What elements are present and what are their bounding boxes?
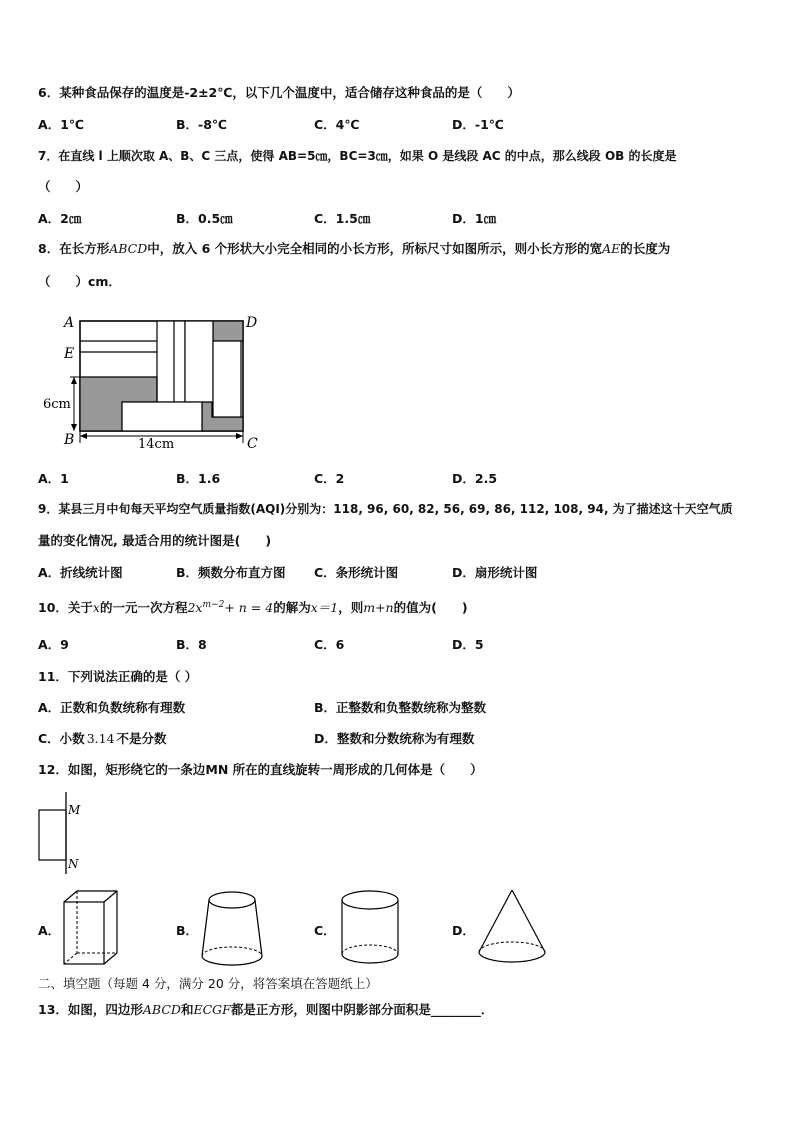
q13-suffix: 都是正方形，则图中阴影部分面积是 xyxy=(230,1002,431,1017)
q8-label-b: B xyxy=(64,432,75,448)
q6-option-a: A．1℃ xyxy=(38,117,85,132)
q10-prefix: 10．关于 xyxy=(38,600,93,615)
q10-exponent: m−2 xyxy=(202,599,225,610)
q8-rectangle-figure xyxy=(40,308,270,456)
q10-solution: x＝1 xyxy=(310,600,339,615)
q11-option-c-label: C．小数 xyxy=(38,731,85,746)
q6-option-c: C．4℃ xyxy=(314,117,360,132)
q13-name1: ABCD xyxy=(142,1002,181,1017)
q13-name2: ECGF xyxy=(193,1002,231,1017)
q10-equation: 2x xyxy=(187,600,203,615)
q11-option-b: B．正整数和负整数统称为整数 xyxy=(314,700,487,715)
q8-ae-name: AE xyxy=(602,241,621,256)
q12-rectangle-figure xyxy=(30,792,90,874)
q8-label-a: A xyxy=(64,315,75,331)
q6-option-b: B．-8℃ xyxy=(176,117,228,132)
q7-text-line1: 7．在直线 l 上顺次取 A、B、C 三点，使得 AB=5㎝，BC=3㎝，如果 O 是线段 AC 的中点，那么线段 OB 的长度是 xyxy=(38,149,677,163)
q8-label-width: 14cm xyxy=(138,437,175,452)
section-2-heading: 二、填空题（每题 4 分，满分 20 分，将答案填在答题纸上） xyxy=(38,976,378,991)
q11-option-d: D．整数和分数统称为有理数 xyxy=(314,731,475,746)
q8-suffix: 的长度为 xyxy=(620,241,671,256)
q8-label-c: C xyxy=(247,436,258,452)
q7-option-c: C．1.5㎝ xyxy=(314,211,371,226)
q12-text: 12．如图，矩形绕它的一条边MN 所在的直线旋转一周形成的几何体是（ ） xyxy=(38,762,483,777)
frustum-icon xyxy=(196,888,268,970)
q7-text-line2: （ ） xyxy=(38,179,89,194)
q10-var-x: x xyxy=(92,600,100,615)
q8-option-b: B．1.6 xyxy=(176,471,221,486)
q8-option-c: C．2 xyxy=(314,471,345,486)
q10-expr: m+n xyxy=(363,600,394,615)
q11-option-c-number: 3.14 xyxy=(86,731,115,746)
q8-prefix: 8．在长方形 xyxy=(38,241,110,256)
q12-option-c: C． xyxy=(314,923,336,938)
q10-after: 的解为 xyxy=(273,600,311,615)
q10-option-c: C．6 xyxy=(314,637,345,652)
q8-text-line1 xyxy=(38,239,670,257)
q6-option-d: D．-1℃ xyxy=(452,117,504,132)
q11-option-c-rest: 不是分数 xyxy=(116,731,167,746)
cone-icon xyxy=(474,886,550,970)
q12-option-d: D． xyxy=(452,923,475,938)
q13-text xyxy=(38,1000,493,1018)
q7-option-b: B．0.5㎝ xyxy=(176,211,233,226)
q8-label-e: E xyxy=(64,346,75,362)
prism-icon xyxy=(60,888,122,970)
q9-option-b: B．频数分布直方图 xyxy=(176,565,286,580)
q8-option-a: A．1 xyxy=(38,471,69,486)
q13-mid: 和 xyxy=(180,1002,194,1017)
q8-label-height: 6cm xyxy=(43,397,71,412)
q11-option-c xyxy=(38,729,167,747)
q10-option-a: A．9 xyxy=(38,637,69,652)
q13-prefix: 13．如图，四边形 xyxy=(38,1002,143,1017)
q11-option-a: A．正数和负数统称有理数 xyxy=(38,700,186,715)
q7-option-a: A．2㎝ xyxy=(38,211,82,226)
q10-equation-rest: + n = 4 xyxy=(224,600,274,615)
q9-text-line1: 9．某县三月中旬每天平均空气质量指数(AQI)分别为：118, 96, 60, 82, 56, 69, 86, 112, 108, 94, 为了描述这十天空气质 xyxy=(38,502,733,516)
q10-end: ，则 xyxy=(338,600,364,615)
q12-option-b: B． xyxy=(176,923,199,938)
q12-label-m: M xyxy=(68,803,81,817)
q10-text xyxy=(38,598,468,616)
cylinder-icon xyxy=(334,888,406,970)
q8-text-line2: （ ）cm． xyxy=(38,274,121,289)
q9-option-c: C．条形统计图 xyxy=(314,565,399,580)
q10-mid: 的一元一次方程 xyxy=(99,600,188,615)
q12-option-a: A． xyxy=(38,923,61,938)
q9-text-line2: 量的变化情况, 最适合用的统计图是( ) xyxy=(38,533,272,548)
q7-option-d: D．1㎝ xyxy=(452,211,497,226)
q10-tail: 的值为( ) xyxy=(393,600,468,615)
q6-text: 6．某种食品保存的温度是-2±2℃，以下几个温度中，适合储存这种食品的是（ ） xyxy=(38,85,520,100)
q10-option-b: B．8 xyxy=(176,637,207,652)
q13-answer-blank[interactable]: ________． xyxy=(430,1002,494,1017)
q8-label-d: D xyxy=(246,315,258,331)
q9-option-a: A．折线统计图 xyxy=(38,565,123,580)
q9-option-d: D．扇形统计图 xyxy=(452,565,538,580)
q11-text: 11．下列说法正确的是（ ） xyxy=(38,669,198,684)
q10-option-d: D．5 xyxy=(452,637,484,652)
q12-label-n: N xyxy=(68,857,79,871)
q8-option-d: D．2.5 xyxy=(452,471,498,486)
q8-mid: 中，放入 6 个形状大小完全相同的小长方形，所标尺寸如图所示，则小长方形的宽 xyxy=(147,241,603,256)
q8-rect-name: ABCD xyxy=(109,241,148,256)
